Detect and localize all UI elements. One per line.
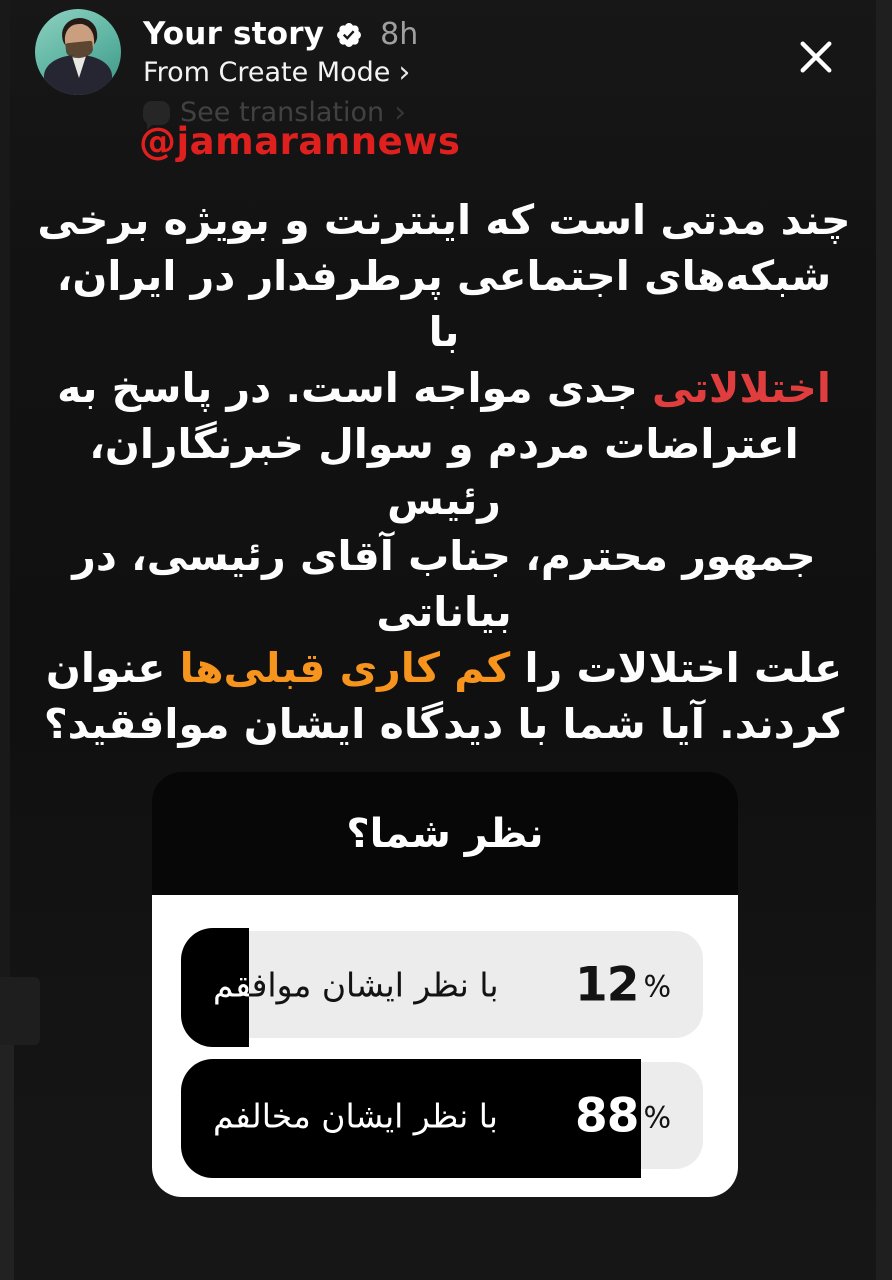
story-text-line [36, 192, 852, 248]
story-text [36, 192, 852, 752]
story-text-segment: اعتراضات مردم و سوال خبرنگاران، رئیس [89, 420, 799, 524]
story-text-segment: علت اختلالات را [510, 644, 843, 692]
chevron-right-icon: › [394, 95, 407, 130]
story-text-line [36, 696, 852, 752]
story-text-segment: کردند. آیا شما با دیدگاه ایشان موافقید؟ [43, 700, 845, 748]
story-text-segment: جمهور محترم، جناب آقای رئیسی، در بیاناتی [72, 532, 816, 636]
poll-results [152, 895, 738, 1197]
see-translation-label: See translation [180, 97, 385, 128]
story-text-line [36, 248, 852, 360]
poll-option-percent: 88 % [575, 1088, 671, 1143]
story-text-line [36, 416, 852, 528]
poll-question: نظر شما؟ [346, 810, 544, 857]
story-text-highlight: کم کاری قبلی‌ها [179, 644, 511, 692]
story-header [143, 16, 418, 130]
story-text-line [36, 528, 852, 640]
verified-badge-icon [335, 21, 363, 49]
story-text-segment: جدی مواجه است. در پاسخ به [57, 364, 653, 412]
poll-header [152, 772, 738, 895]
story-text-segment: شبکه‌های اجتماعی پرطرفدار در ایران، با [56, 252, 832, 356]
adjacent-story-sliver[interactable] [876, 0, 892, 1280]
from-create-mode-link[interactable] [143, 54, 418, 90]
poll-option-label: با نظر ایشان مخالفم [213, 1096, 498, 1135]
mention-tag[interactable]: @jamarannews [139, 120, 461, 163]
story-text-highlight: اختلالاتی [652, 364, 831, 412]
close-icon [803, 44, 830, 71]
poll-option-2[interactable] [187, 1062, 703, 1169]
story-text-line [36, 360, 852, 416]
left-edge-bottom-sliver [0, 1045, 14, 1280]
avatar[interactable] [35, 9, 121, 95]
story-timestamp: 8h [380, 16, 419, 52]
story-title[interactable]: Your story [143, 16, 325, 52]
poll-sticker [152, 772, 738, 1197]
poll-option-label: با نظر ایشان موافقم [213, 965, 499, 1004]
story-text-segment: عنوان [45, 644, 180, 692]
left-edge-notch [0, 977, 40, 1045]
poll-option-percent: 12 % [575, 957, 671, 1012]
close-button[interactable] [787, 28, 845, 86]
chevron-right-icon: › [398, 54, 411, 90]
story-text-segment: چند مدتی است که اینترنت و بویژه برخی [37, 196, 851, 244]
from-create-mode-label: From Create Mode [143, 57, 391, 88]
poll-option-1[interactable] [187, 931, 703, 1038]
story-text-line [36, 640, 852, 696]
